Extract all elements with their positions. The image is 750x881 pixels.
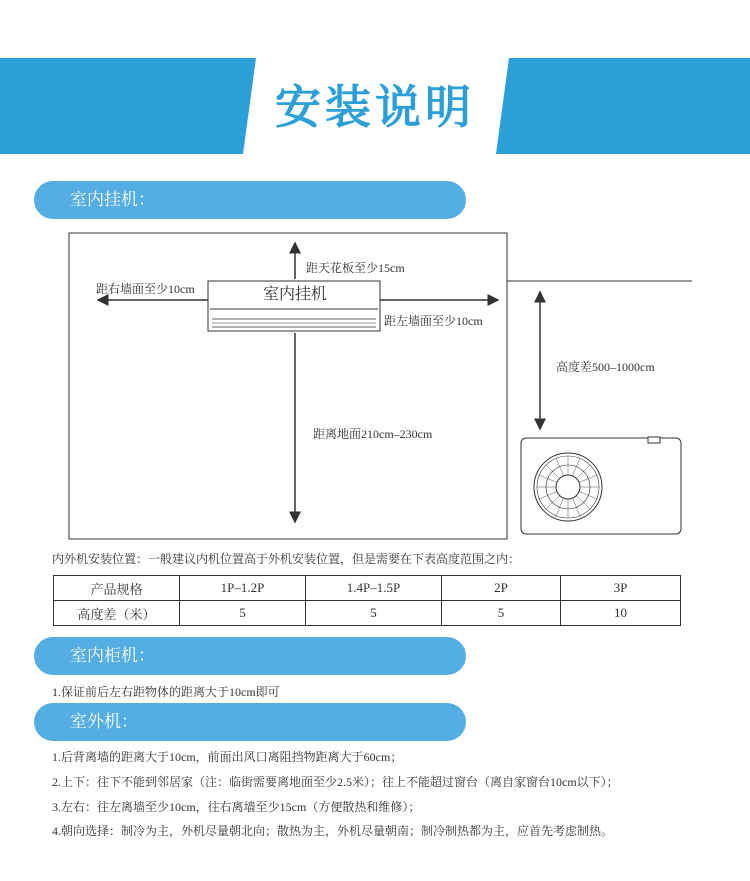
table-header-row — [54, 576, 681, 601]
table-cell: 1P–1.2P — [180, 576, 306, 601]
outdoor-line: 2.上下：往下不能到邻居家（注：临街需要离地面至少2.5米）；往上不能超过窗台（离自家窗台10cm以下）； — [52, 775, 619, 789]
table-row — [54, 601, 681, 626]
height-spec-table — [53, 575, 681, 626]
indoor-unit-label: 室内挂机 — [262, 284, 327, 303]
room-wall-frame — [69, 233, 507, 539]
table-cell: 5 — [180, 601, 306, 626]
installation-note: 内外机安装位置：一般建议内机位置高于外机安装位置，但是需要在下表高度范围之内： — [52, 552, 521, 566]
floor-distance-label: 距离地面210cm–230cm — [313, 427, 433, 441]
left-wall-distance-label: 距左墙面至少10cm — [384, 314, 483, 328]
outdoor-line: 3.左右：往左离墙至少10cm，往右离墙至少15cm（方便散热和维修）； — [52, 800, 421, 814]
outdoor-fan-icon — [534, 453, 602, 521]
cabinet-line: 1.保证前后左右距物体的距离大于10cm即可 — [52, 685, 280, 699]
table-cell: 产品规格 — [54, 576, 180, 601]
height-difference-label: 高度差500–1000cm — [556, 360, 655, 374]
table-cell: 10 — [561, 601, 681, 626]
page-title: 安装说明 — [275, 82, 475, 133]
section-header-indoor-cabinet: 室内柜机： — [34, 637, 466, 675]
section-header-outdoor: 室外机： — [34, 703, 466, 741]
right-wall-distance-label: 距右墙面至少10cm — [96, 282, 195, 296]
table-cell: 1.4P–1.5P — [306, 576, 442, 601]
table-cell: 5 — [442, 601, 561, 626]
table-cell: 5 — [306, 601, 442, 626]
table-cell: 2P — [442, 576, 561, 601]
installation-diagram — [0, 225, 750, 545]
table-cell: 高度差（米） — [54, 601, 180, 626]
outdoor-line: 1.后背离墙的距离大于10cm，前面出风口离阻挡物距离大于60cm； — [52, 750, 403, 764]
table-cell: 3P — [561, 576, 681, 601]
ceiling-distance-label: 距天花板至少15cm — [306, 261, 405, 275]
header-banner — [0, 0, 750, 180]
outdoor-line: 4.朝向选择：制冷为主，外机尽量朝北向；散热为主，外机尽量朝南；制冷制热都为主，应首先考虑制热。 — [52, 824, 614, 838]
section-header-indoor-wall: 室内挂机： — [34, 181, 466, 219]
